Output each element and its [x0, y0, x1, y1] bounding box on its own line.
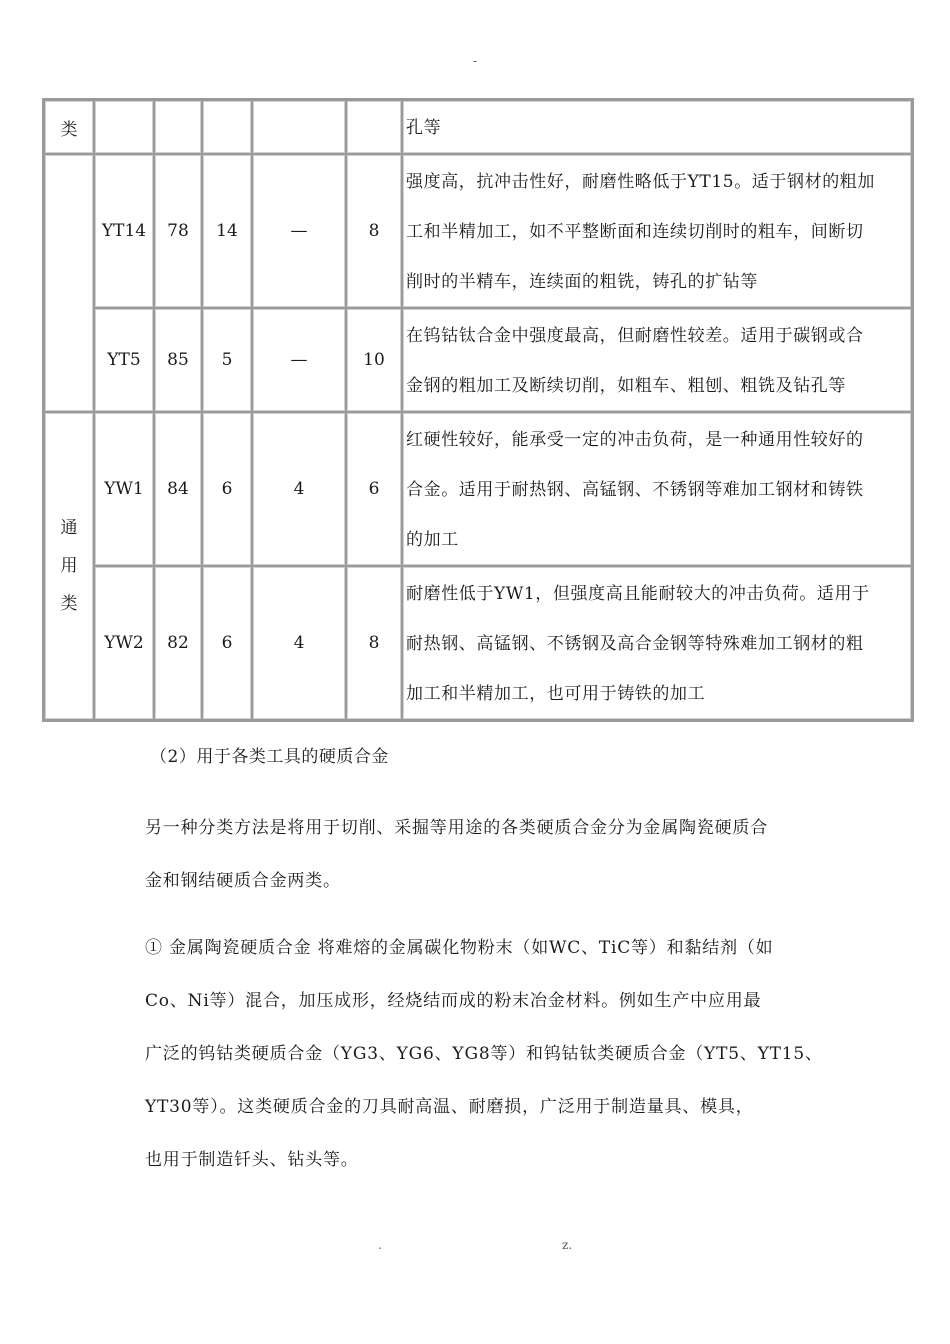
value-cell: 5: [202, 308, 252, 412]
description-cell: [402, 154, 912, 308]
value-cell: [346, 100, 402, 154]
value-cell: 6: [202, 412, 252, 566]
description-cell: [402, 100, 912, 154]
value-cell: 6: [346, 412, 402, 566]
value-cell: 85: [154, 308, 202, 412]
value-cell: 78: [154, 154, 202, 308]
paragraph-line: ① 金属陶瓷硬质合金 将难熔的金属碳化物粉末（如WC、TiC等）和黏结剂（如: [145, 938, 774, 958]
description-line: 工和半精加工，如不平整断面和连续切削时的粗车，间断切: [406, 222, 864, 242]
value-cell: 84: [154, 412, 202, 566]
description-line: 强度高，抗冲击性好，耐磨性略低于YT15。适于钢材的粗加: [406, 172, 875, 192]
description-line: 金钢的粗加工及断续切削，如粗车、粗刨、粗铣及钻孔等: [406, 376, 846, 396]
paragraph-line: YT30等）。这类硬质合金的刀具耐高温、耐磨损，广泛用于制造量具、模具，: [145, 1097, 754, 1117]
grade-cell: YW1: [94, 412, 154, 566]
category-char: 通: [60, 518, 78, 538]
value-cell: 6: [202, 566, 252, 720]
value-cell: 8: [346, 154, 402, 308]
value-cell: 4: [252, 566, 346, 720]
description-line: 的加工: [406, 530, 459, 550]
description-line: 加工和半精加工，也可用于铸铁的加工: [406, 684, 706, 704]
value-cell: 8: [346, 566, 402, 720]
description-cell: [402, 308, 912, 412]
description-cell: [402, 566, 912, 720]
grade-cell: [94, 100, 154, 154]
grade-cell: YT14: [94, 154, 154, 308]
description-line: 耐热钢、高锰钢、不锈钢及高合金钢等特殊难加工钢材的粗: [406, 634, 864, 654]
description-line: 合金。适用于耐热钢、高锰钢、不锈钢等难加工钢材和铸铁: [406, 480, 864, 500]
value-cell: [154, 100, 202, 154]
page-footer-right: z.: [562, 1238, 573, 1252]
paragraph-line: 金和钢结硬质合金两类。: [145, 871, 341, 891]
paragraph-line: 广泛的钨钴类硬质合金（YG3、YG6、YG8等）和钨钴钛类硬质合金（YT5、YT15、: [145, 1044, 823, 1064]
description-line: 在钨钴钛合金中强度最高，但耐磨性较差。适用于碳钢或合: [406, 326, 864, 346]
value-cell: [202, 100, 252, 154]
value-cell: [252, 100, 346, 154]
value-cell: 82: [154, 566, 202, 720]
page-footer-left: .: [378, 1238, 382, 1252]
category-char: 用: [60, 556, 78, 576]
paragraph-classification: [145, 802, 825, 908]
description-line: 孔等: [406, 118, 442, 138]
value-cell: —: [252, 154, 346, 308]
section-heading: （2）用于各类工具的硬质合金: [150, 747, 389, 767]
description-line: 红硬性较好，能承受一定的冲击负荷，是一种通用性较好的: [406, 430, 864, 450]
value-cell: 10: [346, 308, 402, 412]
table-row: [44, 566, 912, 720]
grade-cell: YT5: [94, 308, 154, 412]
alloy-spec-table: [42, 98, 914, 722]
value-cell: —: [252, 308, 346, 412]
table-row: [44, 154, 912, 308]
paragraph-line: 另一种分类方法是将用于切削、采掘等用途的各类硬质合金分为金属陶瓷硬质合: [145, 818, 768, 838]
paragraph-cermet-alloy: [145, 922, 825, 1187]
description-line: 削时的半精车，连续面的粗铣，铸孔的扩钻等: [406, 272, 758, 292]
description-line: 耐磨性低于YW1，但强度高且能耐较大的冲击负荷。适用于: [406, 584, 870, 604]
table-row: [44, 412, 912, 566]
grade-cell: YW2: [94, 566, 154, 720]
paragraph-line: Co、Ni等）混合，加压成形，经烧结而成的粉末冶金材料。例如生产中应用最: [145, 991, 762, 1011]
description-cell: [402, 412, 912, 566]
category-cell-empty: [44, 154, 94, 412]
category-cell-general: [44, 412, 94, 720]
vertical-category-label: [61, 509, 78, 623]
category-char: 类: [60, 594, 78, 614]
table-row: [44, 100, 912, 154]
category-cell-top: 类: [44, 100, 94, 154]
table-row: [44, 308, 912, 412]
value-cell: 14: [202, 154, 252, 308]
value-cell: 4: [252, 412, 346, 566]
page-header-mark: -: [473, 54, 478, 68]
paragraph-line: 也用于制造钎头、钻头等。: [145, 1150, 359, 1170]
